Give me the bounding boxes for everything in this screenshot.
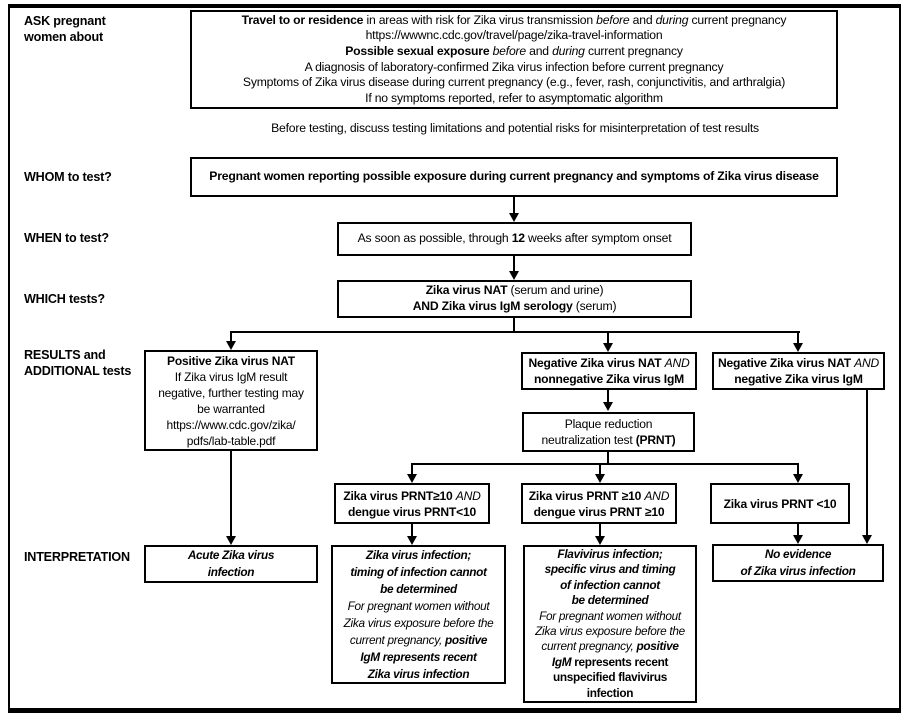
- which-box: Zika virus NAT (serum and urine) AND Zika virus IgM serology (serum): [337, 280, 692, 318]
- prnt-zika-pos-dengue-pos-box: Zika virus PRNT ≥10 AND dengue virus PRNT ≥10: [521, 483, 677, 524]
- prnt-zika-neg-box: Zika virus PRNT <10: [710, 483, 850, 524]
- arrow-when-to-which-head: [509, 271, 519, 280]
- arrow-to-interp-flavivirus-head: [595, 536, 605, 545]
- row-label-ask-line2: women about: [24, 30, 103, 44]
- whom-box: Pregnant women reporting possible exposure during current pregnancy and symptoms of Zika virus disease: [190, 157, 838, 197]
- row-label-when: [24, 230, 109, 246]
- results-nat-negative-igm-negative-box: Negative Zika virus NAT AND negative Zika virus IgM: [712, 352, 885, 390]
- row-label-which: [24, 291, 105, 307]
- arrow-whom-to-when-head: [509, 213, 519, 222]
- arrow-to-interp-zika-head: [407, 536, 417, 545]
- arrow-nat-positive-to-acute-head: [226, 536, 236, 545]
- when-box: As soon as possible, through 12 weeks after symptom onset: [337, 222, 692, 256]
- prnt-box: Plaque reduction neutralization test (PRNT): [522, 412, 695, 452]
- arrow-whom-to-when-line: [513, 197, 515, 214]
- arrow-igmneg-to-noevidence-line: [866, 390, 868, 536]
- row-label-results-line1: RESULTS and: [24, 348, 106, 362]
- arrow-branch-mid-head: [603, 343, 613, 352]
- arrow-igmneg-to-noevidence-head: [862, 535, 872, 544]
- row-label-interpretation-line1: INTERPRETATION: [24, 550, 130, 564]
- arrow-prntneg-to-noevidence-head: [793, 535, 803, 544]
- arrow-prnt-mid-head: [595, 474, 605, 483]
- row-label-whom: [24, 169, 112, 185]
- prnt-branch-connector: [411, 463, 799, 465]
- row-label-which-line1: WHICH tests?: [24, 292, 105, 306]
- row-label-whom-line1: WHOM to test?: [24, 170, 112, 184]
- prnt-zika-pos-dengue-neg-box: Zika virus PRNT≥10 AND dengue virus PRNT<10: [334, 483, 490, 524]
- arrow-prnt-right-head: [793, 474, 803, 483]
- interp-acute-zika-box: Acute Zika virus infection: [144, 545, 318, 583]
- row-label-interpretation: [24, 549, 130, 565]
- arrow-when-to-which-line: [513, 256, 515, 272]
- pretest-note: Before testing, discuss testing limitations and potential risks for misinterpretation of test results: [271, 121, 759, 135]
- arrow-igm-to-prnt-head: [603, 402, 613, 411]
- row-label-ask: [24, 13, 106, 45]
- arrow-nat-positive-to-acute-line: [230, 451, 232, 537]
- row-label-ask-line1: ASK pregnant: [24, 14, 106, 28]
- which-branch-connector: [230, 331, 800, 333]
- arrow-branch-left-head: [226, 341, 236, 350]
- interp-zika-infection-box: Zika virus infection; timing of infection cannot be determined For pregnant women without Zika virus exposure before the current pregnancy, positive IgM represents recent Zika virus infection: [331, 545, 506, 684]
- arrow-prnt-left-head: [407, 474, 417, 483]
- row-label-results-line2: ADDITIONAL tests: [24, 364, 132, 378]
- row-label-results: [24, 347, 131, 379]
- ask-box: Travel to or residence in areas with risk for Zika virus transmission before and during current pregnancy https://wwwnc.cdc.gov/travel/page/zika-travel-information Possible sexual exposure before and during current pregnancy A diagnosis of laboratory-confirmed Zika virus infection before current pregnancy Symptoms of Zika virus disease during current pregnancy (e.g., fever, rash, conjunctivitis, and arthralgia) If no symptoms reported, refer to asymptomatic algorithm: [190, 10, 838, 109]
- row-label-when-line1: WHEN to test?: [24, 231, 109, 245]
- results-nat-positive-box: Positive Zika virus NAT If Zika virus IgM result negative, further testing may be warranted https://www.cdc.gov/zika/ pdfs/lab-table.pdf: [144, 350, 318, 451]
- results-nat-negative-igm-nonnegative-box: Negative Zika virus NAT AND nonnegative Zika virus IgM: [521, 352, 697, 390]
- interp-no-evidence-box: No evidence of Zika virus infection: [712, 544, 884, 582]
- arrow-branch-right-head: [793, 343, 803, 352]
- interp-flavivirus-box: Flavivirus infection; specific virus and timing of infection cannot be determined For pregnant women without Zika virus exposure before the current pregnancy, positive IgM represents recent unspecified flavivirus infection: [523, 545, 697, 703]
